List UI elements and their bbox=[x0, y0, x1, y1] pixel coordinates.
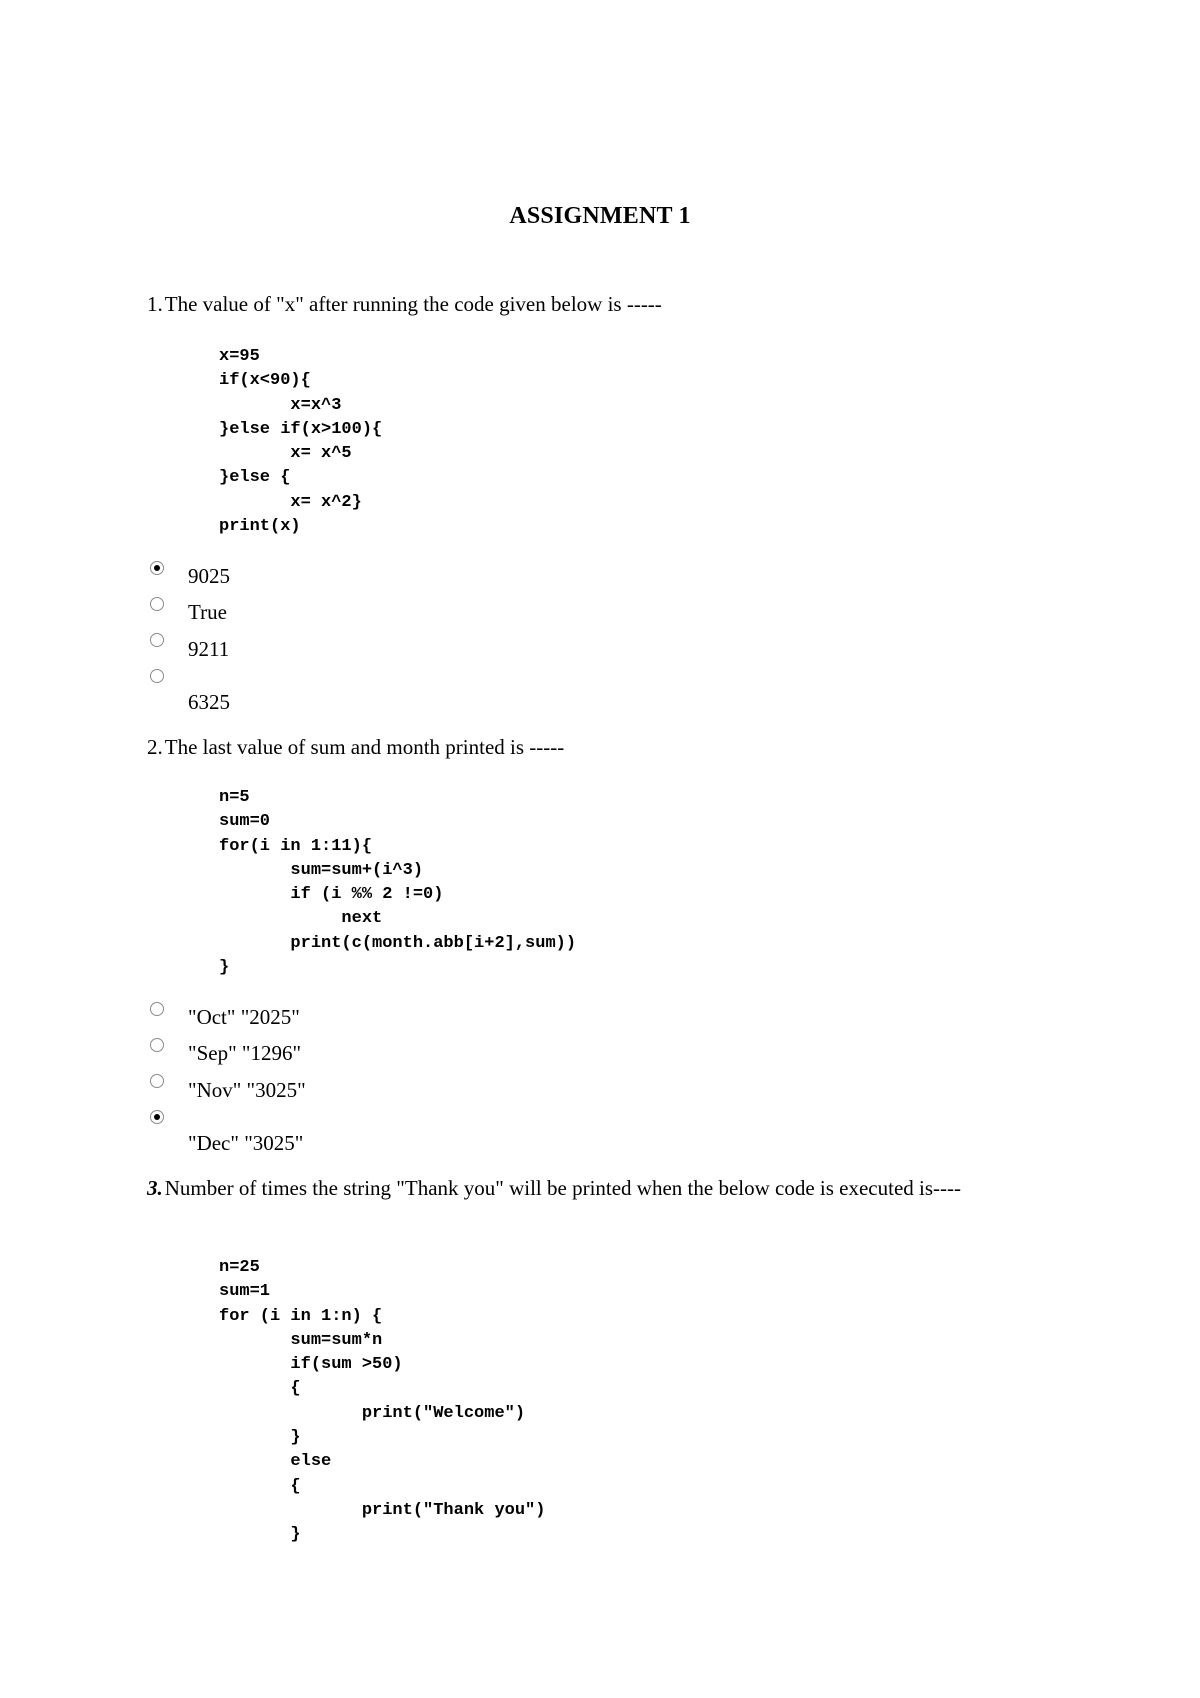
question-number: 1. bbox=[147, 292, 163, 316]
radio-q2-option-1[interactable] bbox=[150, 1002, 164, 1016]
question-text: Number of times the string "Thank you" will be printed when the below code is executed is---- bbox=[164, 1176, 962, 1200]
option-label: 9211 bbox=[188, 637, 230, 661]
question-text: The value of "x" after running the code given below is ----- bbox=[164, 292, 662, 316]
radio-q1-option-3[interactable] bbox=[150, 633, 164, 647]
code-block-1: x=95 if(x<90){ x=x^3 }else if(x>100){ x= x^5 }else { x= x^2} print(x) bbox=[219, 347, 383, 537]
option-label: True bbox=[188, 600, 227, 624]
option-label: "Oct" "2025" bbox=[188, 1005, 300, 1029]
radio-q2-option-2[interactable] bbox=[150, 1038, 164, 1052]
radio-q2-option-4[interactable] bbox=[150, 1110, 164, 1124]
question-3-prompt bbox=[147, 1174, 1037, 1203]
question-1-prompt bbox=[147, 290, 1047, 319]
option-label: "Nov" "3025" bbox=[188, 1078, 306, 1102]
radio-q1-option-4[interactable] bbox=[150, 669, 164, 683]
question-2-prompt bbox=[147, 733, 1047, 762]
question-text: The last value of sum and month printed is ----- bbox=[164, 735, 565, 759]
option-label: "Dec" "3025" bbox=[188, 1131, 304, 1155]
option-label: 9025 bbox=[188, 564, 230, 588]
page-title: ASSIGNMENT 1 bbox=[509, 203, 691, 229]
radio-q1-option-2[interactable] bbox=[150, 597, 164, 611]
question-number: 2. bbox=[147, 735, 163, 759]
question-number: 3. bbox=[147, 1176, 163, 1200]
option-label: "Sep" "1296" bbox=[188, 1041, 302, 1065]
radio-q1-option-1[interactable] bbox=[150, 561, 164, 575]
code-block-3: n=25 sum=1 for (i in 1:n) { sum=sum*n if(sum >50) { print("Welcome") } else { print("Thank you") } bbox=[219, 1258, 546, 1545]
option-label: 6325 bbox=[188, 690, 230, 714]
radio-selected-dot bbox=[154, 565, 160, 571]
radio-q2-option-3[interactable] bbox=[150, 1074, 164, 1088]
code-block-2: n=5 sum=0 for(i in 1:11){ sum=sum+(i^3) if (i %% 2 !=0) next print(c(month.abb[i+2],sum)) } bbox=[219, 788, 577, 978]
radio-selected-dot bbox=[154, 1114, 160, 1120]
